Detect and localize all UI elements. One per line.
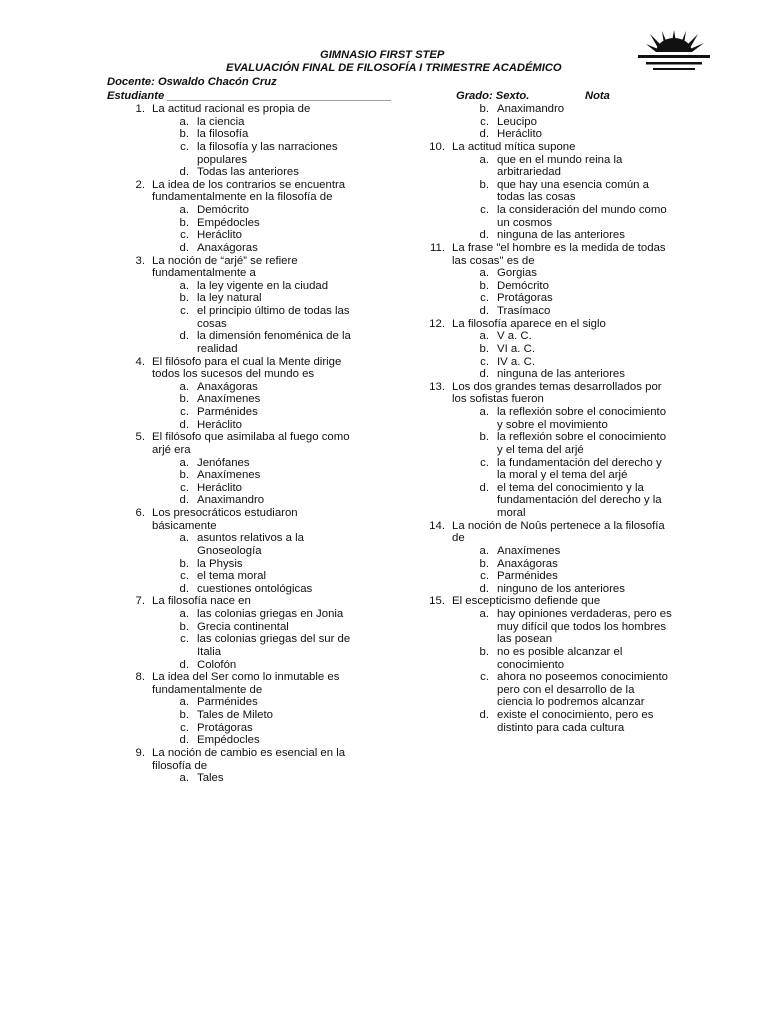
question-block	[122, 179, 362, 255]
option-letter: a.	[179, 380, 189, 393]
question-block	[122, 747, 362, 785]
option-letter: d.	[179, 241, 189, 254]
option-letter: a.	[179, 608, 189, 620]
option-letter: a.	[479, 330, 489, 343]
question	[122, 103, 362, 116]
option-text: el tema moral	[197, 570, 267, 583]
question-block	[122, 671, 362, 747]
answer-option	[122, 166, 362, 179]
question	[422, 242, 672, 267]
question	[422, 141, 672, 154]
option-text: existe el conocimiento, pero es distinto para cada cultura	[497, 709, 654, 734]
option-text: Demócrito	[197, 204, 249, 216]
option-letter: c.	[180, 406, 189, 418]
answer-option	[122, 709, 362, 722]
option-text: IV a. C.	[497, 355, 535, 368]
questions-right-column	[422, 103, 672, 734]
answer-option	[422, 570, 672, 583]
question-number: 8.	[135, 671, 145, 684]
answer-option	[422, 406, 672, 431]
question-text: La filosofía nace en	[152, 595, 251, 608]
option-letter: c.	[480, 115, 489, 128]
option-text: el principio último de todas las cosas	[197, 305, 350, 330]
answer-option	[122, 722, 362, 735]
answer-option	[122, 659, 362, 672]
grade-label: Grado: Sexto.	[456, 90, 530, 102]
answer-option	[122, 583, 362, 596]
question-block	[122, 255, 362, 356]
question-text: El filósofo que asimilaba al fuego como arjé era	[152, 431, 350, 456]
option-text: la ley natural	[197, 292, 262, 305]
question-text: La idea del Ser como lo inmutable es fundamentalmente de	[152, 671, 340, 696]
answer-option	[422, 229, 672, 242]
question-text: La actitud racional es propia de	[152, 103, 311, 115]
question-block	[422, 318, 672, 381]
answer-option	[422, 330, 672, 343]
option-text: ninguna de las anteriores	[497, 229, 625, 242]
option-letter: a.	[479, 608, 489, 620]
answer-option	[422, 583, 672, 596]
option-letter: d.	[179, 166, 189, 179]
option-text: la dimensión fenoménica de la realidad	[197, 330, 351, 355]
questions-left-column	[122, 103, 362, 785]
option-text: Tales	[197, 772, 224, 785]
question-text: La idea de los contrarios se encuentra fundamentalmente en la filosofía de	[152, 178, 346, 204]
question-number: 7.	[135, 595, 145, 608]
question-number: 3.	[135, 254, 145, 267]
option-letter: c.	[180, 570, 189, 583]
option-letter: b.	[179, 709, 189, 721]
question-block	[422, 381, 672, 520]
answer-option	[422, 154, 672, 179]
option-letter: a.	[479, 544, 489, 557]
option-letter: c.	[180, 721, 189, 734]
option-text: Protágoras	[497, 292, 553, 305]
question	[122, 431, 362, 456]
answer-option	[122, 419, 362, 432]
question-block	[422, 520, 672, 596]
option-text: Anaxímenes	[497, 544, 561, 557]
question-text: Los presocráticos estudiaron básicamente	[152, 507, 298, 532]
answer-option	[422, 292, 672, 305]
option-letter: c.	[480, 204, 489, 216]
option-text: el tema del conocimiento y la fundamentación del derecho y la moral	[497, 481, 662, 519]
option-text: Heráclito	[197, 229, 242, 242]
answer-option	[122, 393, 362, 406]
option-letter: c.	[480, 456, 489, 469]
answer-option	[122, 330, 362, 355]
answer-option	[122, 494, 362, 507]
answer-option	[422, 368, 672, 381]
question	[122, 255, 362, 280]
option-letter: a.	[179, 772, 189, 785]
option-text: Heráclito	[497, 128, 542, 141]
question-number: 2.	[135, 178, 145, 191]
score-label: Nota	[585, 90, 610, 102]
answer-option	[422, 179, 672, 204]
option-text: hay opiniones verdaderas, pero es muy difícil que todos los hombres las posean	[497, 608, 672, 646]
question	[122, 595, 362, 608]
answer-option	[122, 532, 362, 557]
question-text: La noción de “arjé” se refiere fundamentalmente a	[152, 254, 298, 280]
question-number: 11.	[430, 241, 445, 254]
answer-option	[422, 356, 672, 369]
answer-option	[422, 431, 672, 456]
question	[122, 507, 362, 532]
option-text: la reflexión sobre el conocimiento y el tema del arjé	[497, 431, 667, 456]
question-text: La actitud mítica supone	[452, 140, 576, 153]
question-text: El filósofo para el cual la Mente dirige todos los sucesos del mundo es	[152, 355, 342, 381]
option-letter: b.	[479, 645, 489, 658]
option-text: Leucipo	[497, 115, 537, 128]
option-letter: d.	[479, 229, 489, 242]
option-text: Heráclito	[197, 481, 242, 494]
question	[422, 520, 672, 545]
answer-option	[422, 103, 672, 116]
question	[122, 356, 362, 381]
option-letter: a.	[179, 279, 189, 292]
answer-option	[122, 570, 362, 583]
option-letter: c.	[180, 481, 189, 494]
answer-option	[122, 558, 362, 571]
answer-option	[122, 772, 362, 785]
answer-option	[122, 229, 362, 242]
question-number: 15.	[429, 595, 445, 608]
answer-option	[122, 381, 362, 394]
option-text: la fundamentación del derecho y la moral y el tema del arjé	[497, 456, 662, 482]
answer-option	[122, 696, 362, 709]
answer-option	[122, 621, 362, 634]
option-letter: c.	[480, 570, 489, 583]
question-text: El escepticismo defiende que	[452, 595, 601, 608]
option-letter: b.	[479, 279, 489, 292]
option-text: Demócrito	[497, 279, 549, 292]
question-text: La noción de cambio es esencial en la filosofía de	[152, 746, 346, 772]
question-block	[422, 595, 672, 734]
question-number: 13.	[429, 380, 445, 393]
question	[422, 318, 672, 331]
option-letter: d.	[479, 709, 489, 721]
option-letter: a.	[479, 406, 489, 418]
option-letter: c.	[180, 140, 189, 153]
option-text: la ciencia	[197, 115, 245, 128]
option-letter: a.	[179, 456, 189, 469]
option-letter: c.	[180, 633, 189, 646]
option-text: VI a. C.	[497, 342, 535, 355]
option-text: que en el mundo reina la arbitrariedad	[497, 153, 623, 179]
answer-option	[422, 128, 672, 141]
option-text: las colonias griegas en Jonia	[197, 608, 344, 620]
school-logo	[636, 30, 712, 80]
answer-option	[422, 545, 672, 558]
teacher-name: Docente: Oswaldo Chacón Cruz	[107, 76, 277, 88]
option-text: Anaxímenes	[197, 393, 261, 406]
answer-option	[422, 305, 672, 318]
question-block	[122, 103, 362, 179]
answer-option	[422, 204, 672, 229]
answer-option	[122, 280, 362, 293]
question-number: 10.	[429, 140, 445, 153]
option-letter: c.	[180, 229, 189, 242]
question	[422, 595, 672, 608]
option-letter: b.	[179, 620, 189, 633]
question-number: 12.	[429, 317, 445, 330]
option-letter: d.	[479, 368, 489, 381]
answer-option	[422, 280, 672, 293]
option-letter: b.	[479, 557, 489, 570]
option-letter: d.	[179, 658, 189, 671]
option-text: Parménides	[197, 696, 258, 709]
option-letter: d.	[179, 734, 189, 747]
option-letter: c.	[480, 292, 489, 305]
exam-title: EVALUACIÓN FINAL DE FILOSOFÍA I TRIMESTRE ACADÉMICO	[226, 62, 562, 74]
school-name: GIMNASIO FIRST STEP	[320, 49, 445, 61]
answer-option	[122, 217, 362, 230]
option-letter: d.	[479, 128, 489, 141]
answer-option	[422, 343, 672, 356]
option-text: Empédocles	[197, 216, 260, 229]
option-text: las colonias griegas del sur de Italia	[197, 633, 351, 658]
question	[422, 381, 672, 406]
option-letter: c.	[480, 355, 489, 368]
option-text: Jenófanes	[197, 456, 250, 469]
option-text: Anaxágoras	[197, 380, 258, 393]
option-letter: b.	[179, 557, 189, 570]
question-number: 9.	[135, 746, 145, 759]
question	[122, 671, 362, 696]
question-block	[122, 356, 362, 432]
answer-option	[122, 633, 362, 658]
question	[122, 179, 362, 204]
answer-option	[122, 141, 362, 166]
question-text: La noción de Noûs pertenece a la filosofía de	[452, 519, 665, 545]
option-text: Gorgias	[497, 267, 537, 280]
question-block	[422, 242, 672, 318]
option-text: Colofón	[197, 658, 237, 671]
option-text: la Physis	[197, 557, 243, 570]
option-letter: a.	[479, 267, 489, 280]
question-number: 14.	[429, 519, 445, 532]
question	[122, 747, 362, 772]
option-text: asuntos relativos a la Gnoseología	[197, 532, 305, 557]
option-text: Anaximandro	[497, 103, 565, 115]
option-text: cuestiones ontológicas	[197, 582, 313, 595]
option-text: Parménides	[497, 570, 558, 583]
option-letter: a.	[179, 696, 189, 709]
answer-option	[122, 242, 362, 255]
option-letter: b.	[179, 292, 189, 305]
option-letter: d.	[479, 582, 489, 595]
answer-option	[122, 406, 362, 419]
answer-option	[122, 305, 362, 330]
option-letter: b.	[479, 103, 489, 115]
option-letter: d.	[179, 494, 189, 507]
option-letter: c.	[180, 305, 189, 317]
option-text: Trasímaco	[497, 305, 551, 317]
option-letter: b.	[179, 128, 189, 141]
option-letter: b.	[179, 393, 189, 406]
answer-option	[122, 292, 362, 305]
answer-option	[422, 482, 672, 520]
option-text: Todas las anteriores	[197, 166, 299, 179]
option-letter: b.	[179, 216, 189, 229]
option-letter: b.	[479, 342, 489, 355]
question-block	[122, 431, 362, 507]
option-text: V a. C.	[497, 330, 532, 343]
option-text: la ley vigente en la ciudad	[197, 279, 329, 292]
option-text: ninguna de las anteriores	[497, 368, 625, 381]
question-block	[122, 595, 362, 671]
question-number: 4.	[135, 355, 145, 368]
option-text: Anaxímenes	[197, 469, 261, 482]
answer-option	[422, 267, 672, 280]
option-text: la filosofía	[197, 128, 249, 141]
option-text: Anaxágoras	[197, 241, 258, 254]
question-text: La frase "el hombre es la medida de todas las cosas" es de	[452, 241, 666, 267]
option-letter: d.	[179, 330, 189, 343]
question-block	[422, 141, 672, 242]
option-letter: b.	[479, 431, 489, 444]
option-text: la filosofía y las narraciones populares	[197, 140, 338, 166]
option-letter: d.	[479, 481, 489, 494]
question-text: La filosofía aparece en el siglo	[452, 317, 606, 330]
student-field: Estudiante ____________________________________	[107, 90, 392, 102]
answer-option	[122, 734, 362, 747]
option-text: la consideración del mundo como un cosmos	[497, 204, 667, 229]
answer-option	[422, 646, 672, 671]
answer-option	[122, 608, 362, 621]
answer-option	[122, 457, 362, 470]
answer-option	[422, 671, 672, 709]
option-text: Empédocles	[197, 734, 260, 747]
question-number: 1.	[135, 103, 145, 115]
question-block	[122, 507, 362, 595]
option-letter: a.	[179, 204, 189, 216]
answer-option	[122, 482, 362, 495]
answer-option	[422, 457, 672, 482]
answer-option	[422, 608, 672, 646]
answer-option	[122, 116, 362, 129]
option-letter: d.	[179, 582, 189, 595]
option-letter: a.	[479, 153, 489, 166]
option-letter: a.	[179, 532, 189, 545]
option-text: no es posible alcanzar el conocimiento	[497, 645, 623, 671]
option-text: que hay una esencia común a todas las cosas	[497, 178, 649, 204]
answer-option	[422, 709, 672, 734]
question-text: Los dos grandes temas desarrollados por los sofistas fueron	[452, 380, 662, 406]
option-text: ninguno de los anteriores	[497, 582, 625, 595]
option-letter: d.	[179, 418, 189, 431]
option-text: Heráclito	[197, 418, 242, 431]
option-text: Anaximandro	[197, 494, 265, 507]
option-text: Parménides	[197, 406, 258, 418]
option-text: Protágoras	[197, 721, 253, 734]
option-letter: a.	[179, 115, 189, 128]
question-9-continued-options	[422, 103, 672, 141]
option-text: Grecia continental	[197, 620, 289, 633]
option-text: Tales de Mileto	[197, 709, 273, 721]
option-letter: c.	[480, 671, 489, 684]
answer-option	[422, 116, 672, 129]
option-letter: d.	[479, 305, 489, 317]
option-text: la reflexión sobre el conocimiento y sobre el movimiento	[497, 406, 667, 431]
question-number: 6.	[135, 507, 145, 519]
answer-option	[122, 469, 362, 482]
option-text: Anaxágoras	[497, 557, 558, 570]
question-number: 5.	[135, 431, 145, 444]
option-letter: b.	[179, 469, 189, 482]
answer-option	[422, 558, 672, 571]
answer-option	[122, 128, 362, 141]
answer-option	[122, 204, 362, 217]
option-letter: b.	[479, 178, 489, 191]
option-text: ahora no poseemos conocimiento pero con el desarrollo de la ciencia lo podremos alcanzar	[497, 671, 668, 709]
